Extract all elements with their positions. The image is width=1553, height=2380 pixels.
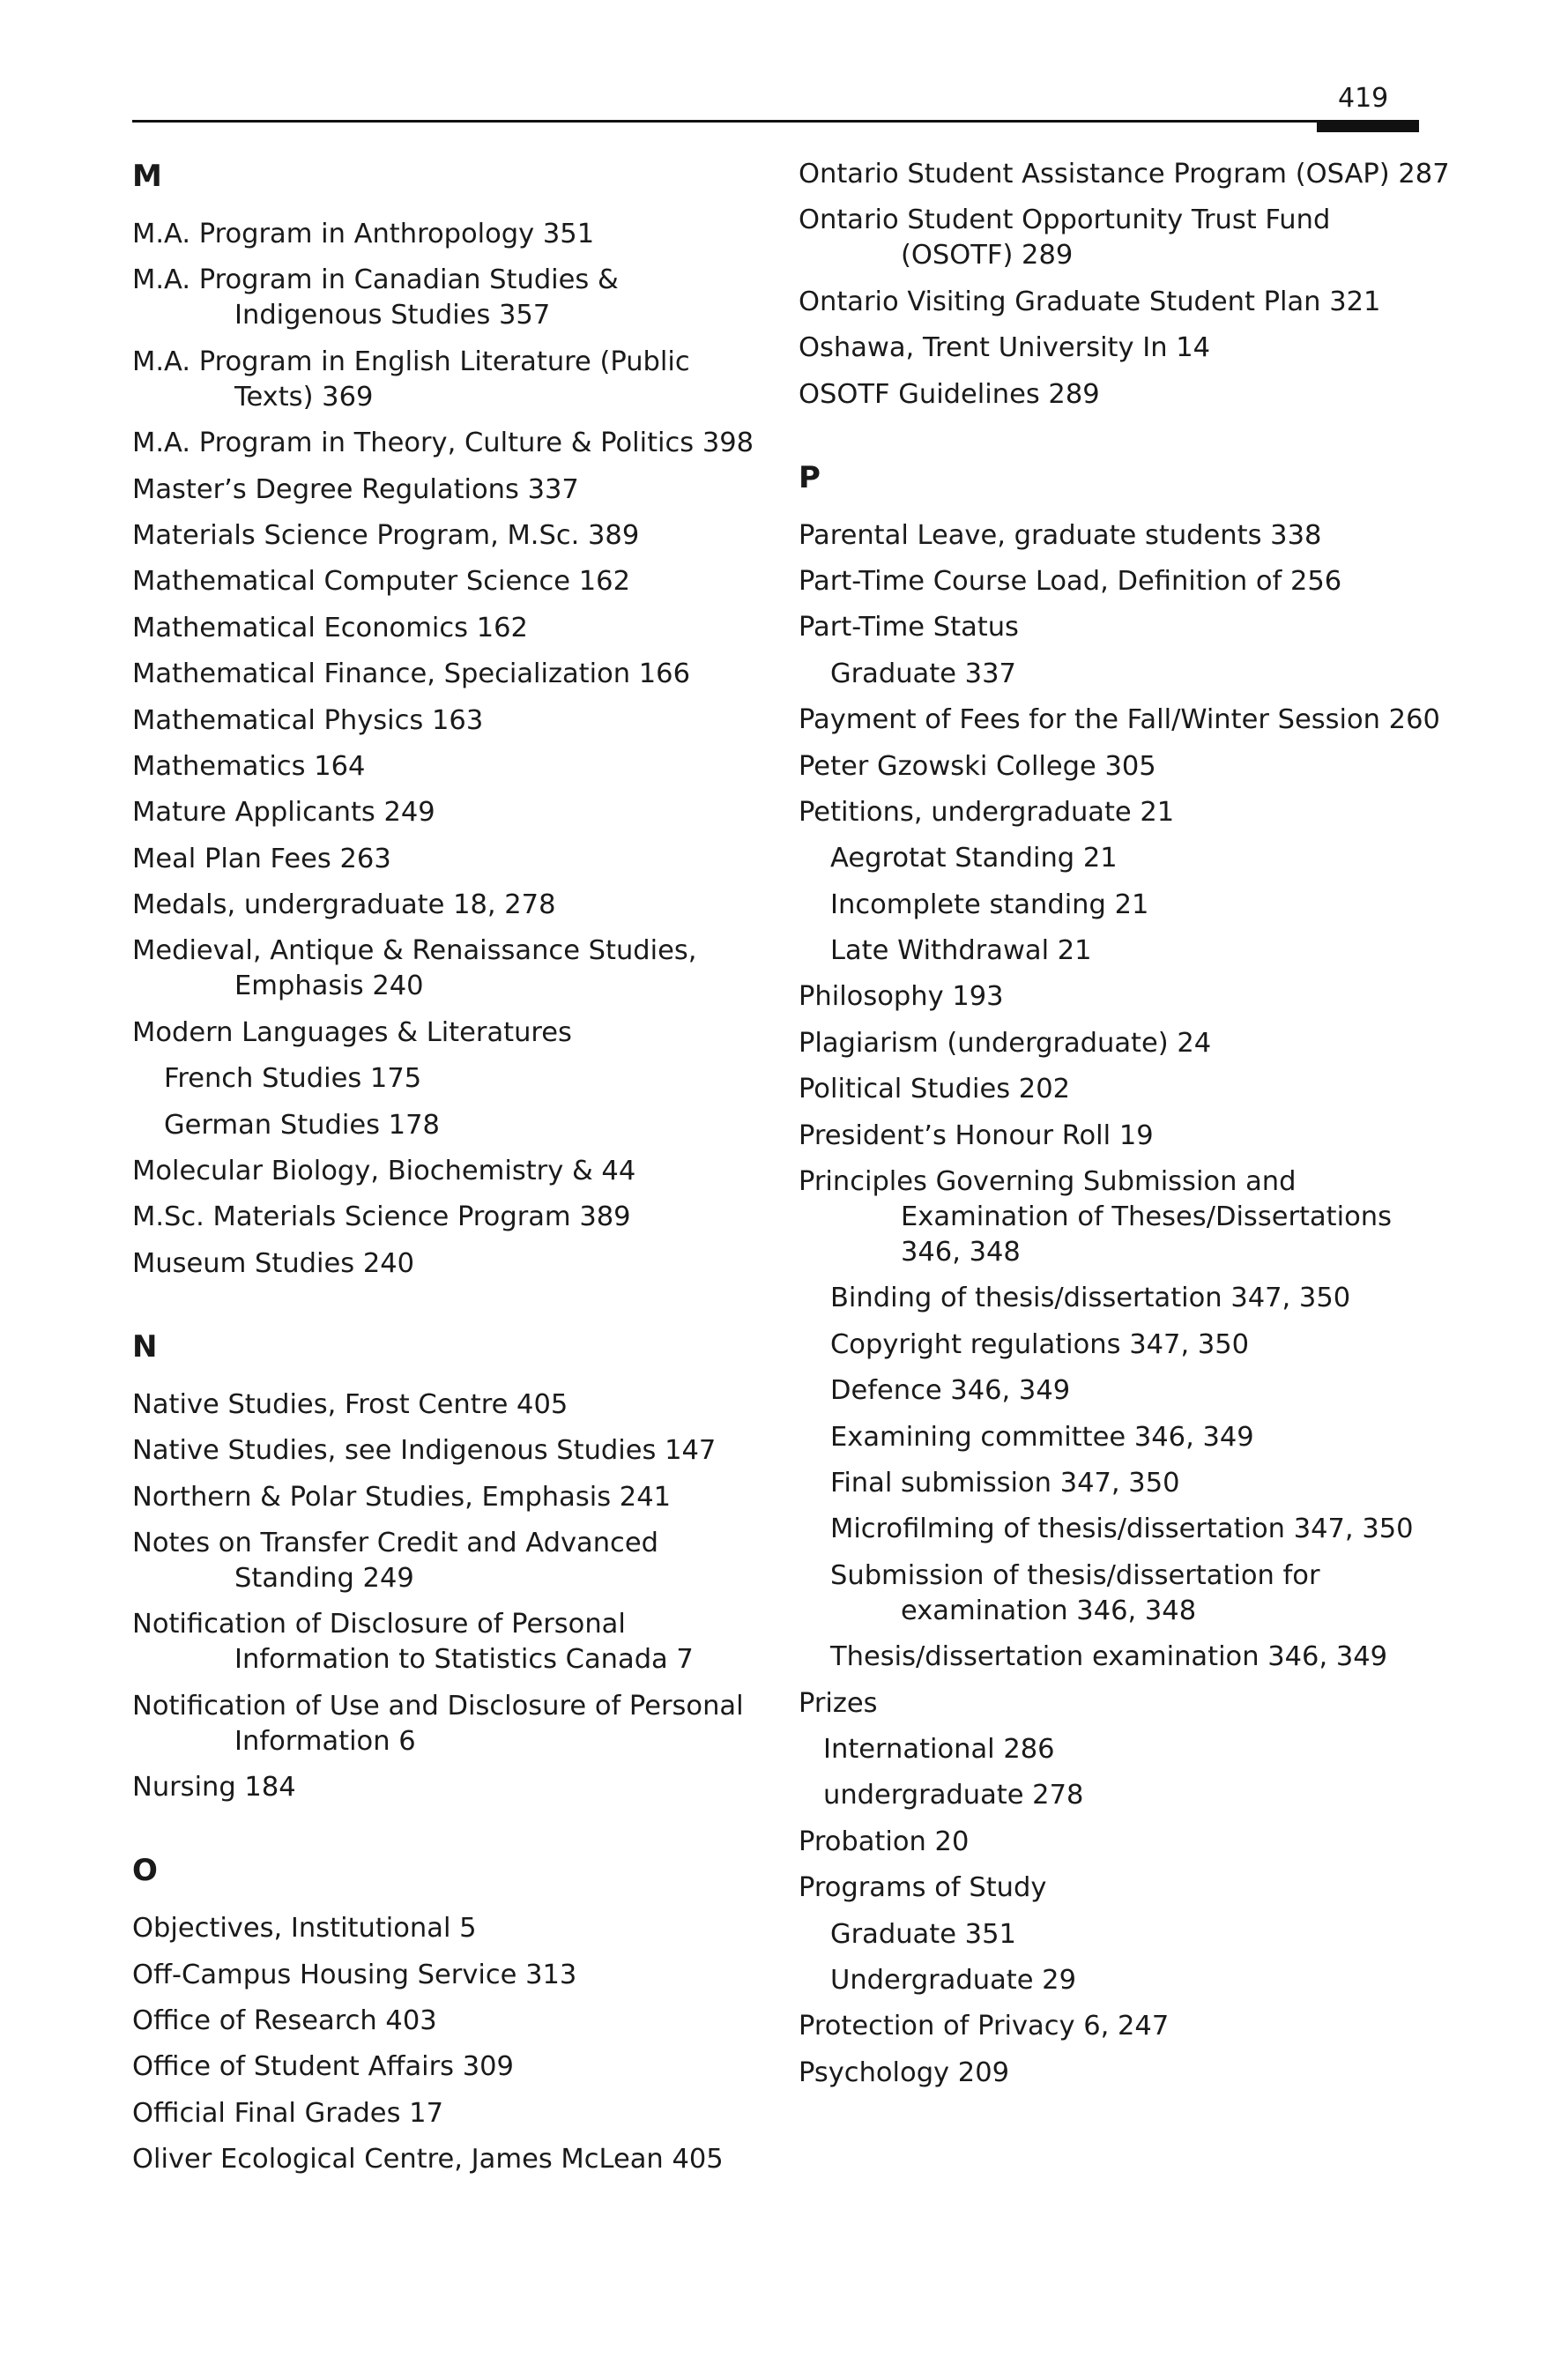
index-entry: Protection of Privacy 6, 247: [799, 2011, 1170, 2042]
index-subentry: Aegrotat Standing 21: [830, 843, 1118, 874]
page-number: 419: [1338, 83, 1389, 114]
index-entry: M.Sc. Materials Science Program 389: [132, 1201, 631, 1233]
index-subentry: Final submission 347, 350: [830, 1467, 1180, 1499]
header-rule: [132, 120, 1419, 123]
index-entry: Native Studies, see Indigenous Studies 147: [132, 1435, 717, 1467]
index-entry: Part-Time Course Load, Definition of 256: [799, 565, 1342, 597]
index-entry: Notification of Use and Disclosure of Personal Information 6: [132, 1690, 744, 1757]
index-entry: Official Final Grades 17: [132, 2097, 443, 2129]
index-entry: Mathematics 164: [132, 750, 366, 782]
index-entry: Philosophy 193: [799, 981, 1004, 1013]
index-entry: President’s Honour Roll 19: [799, 1119, 1154, 1151]
index-entry: Oshawa, Trent University In 14: [799, 332, 1211, 364]
index-entry: Psychology 209: [799, 2056, 1010, 2088]
index-entry: Prizes: [799, 1687, 878, 1719]
index-entry: OSOTF Guidelines 289: [799, 378, 1100, 410]
index-entry: Modern Languages & Literatures: [132, 1016, 572, 1048]
index-subentry: Submission of thesis/dissertation for examination 346, 348: [830, 1559, 1320, 1626]
section-letter-p: P: [799, 459, 821, 495]
index-subentry: Graduate 351: [830, 1918, 1016, 1950]
section-letter-o: O: [132, 1853, 158, 1889]
index-entry: Nursing 184: [132, 1772, 296, 1804]
index-entry: Molecular Biology, Biochemistry & 44: [132, 1156, 636, 1187]
index-entry: Mathematical Finance, Specialization 166: [132, 658, 690, 690]
index-subentry: Undergraduate 29: [830, 1964, 1076, 1996]
index-entry: Museum Studies 240: [132, 1247, 415, 1279]
index-entry: Medieval, Antique & Renaissance Studies, Emphasis 240: [132, 935, 697, 1002]
index-entry: Probation 20: [799, 1826, 970, 1857]
index-entry: Medals, undergraduate 18, 278: [132, 889, 556, 921]
index-subentry: undergraduate 278: [823, 1780, 1084, 1811]
index-subentry: French Studies 175: [164, 1063, 422, 1095]
index-entry: Mathematical Economics 162: [132, 612, 528, 643]
index-entry: Objectives, Institutional 5: [132, 1913, 477, 1945]
index-entry: Oliver Ecological Centre, James McLean 405: [132, 2144, 724, 2175]
index-entry: M.A. Program in English Literature (Public Texts) 369: [132, 346, 690, 413]
section-letter-m: M: [132, 159, 162, 194]
index-subentry: International 286: [823, 1733, 1055, 1765]
index-entry: Notes on Transfer Credit and Advanced Standing 249: [132, 1527, 658, 1594]
index-entry: Parental Leave, graduate students 338: [799, 519, 1322, 551]
index-entry: Payment of Fees for the Fall/Winter Session 260: [799, 704, 1440, 736]
index-entry: Native Studies, Frost Centre 405: [132, 1388, 568, 1420]
index-entry: Ontario Visiting Graduate Student Plan 321: [799, 286, 1381, 317]
index-entry: Political Studies 202: [799, 1074, 1071, 1105]
index-subentry: Examining committee 346, 349: [830, 1421, 1254, 1453]
index-subentry: Thesis/dissertation examination 346, 349: [830, 1641, 1388, 1673]
index-subentry: Microfilming of thesis/dissertation 347, 350: [830, 1514, 1414, 1545]
index-entry: Office of Research 403: [132, 2004, 437, 2036]
index-entry: Mathematical Computer Science 162: [132, 566, 630, 598]
index-entry: Petitions, undergraduate 21: [799, 796, 1175, 828]
index-entry: Meal Plan Fees 263: [132, 843, 391, 874]
index-entry: Principles Governing Submission and Examination of Theses/Dissertations 346, 348: [799, 1166, 1392, 1268]
index-entry: Office of Student Affairs 309: [132, 2051, 514, 2083]
index-entry: Ontario Student Assistance Program (OSAP) 287: [799, 159, 1450, 190]
index-subentry: Copyright regulations 347, 350: [830, 1328, 1250, 1360]
index-entry: Off-Campus Housing Service 313: [132, 1959, 577, 1990]
index-entry: Ontario Student Opportunity Trust Fund (OSOTF) 289: [799, 205, 1331, 271]
index-entry: Northern & Polar Studies, Emphasis 241: [132, 1481, 671, 1513]
index-entry: Notification of Disclosure of Personal Information to Statistics Canada 7: [132, 1609, 694, 1676]
index-entry: Programs of Study: [799, 1872, 1047, 1904]
section-letter-n: N: [132, 1328, 158, 1365]
index-subentry: Graduate 337: [830, 658, 1016, 689]
index-entry: M.A. Program in Theory, Culture & Politics 398: [132, 428, 754, 459]
index-entry: Mature Applicants 249: [132, 797, 435, 829]
index-subentry: Incomplete standing 21: [830, 889, 1149, 920]
index-entry: Plagiarism (undergraduate) 24: [799, 1027, 1212, 1059]
index-subentry: Late Withdrawal 21: [830, 935, 1092, 967]
index-entry: Peter Gzowski College 305: [799, 750, 1156, 782]
index-column-left: [132, 157, 767, 2189]
index-subentry: Binding of thesis/dissertation 347, 350: [830, 1283, 1351, 1314]
index-entry: M.A. Program in Anthropology 351: [132, 219, 595, 249]
index-entry: Master’s Degree Regulations 337: [132, 473, 579, 505]
index-entry: Mathematical Physics 163: [132, 704, 484, 736]
index-entry: Part-Time Status: [799, 612, 1019, 643]
index-entry: Materials Science Program, M.Sc. 389: [132, 519, 640, 551]
index-subentry: German Studies 178: [164, 1109, 440, 1141]
header-tab: [1317, 120, 1419, 132]
index-subentry: Defence 346, 349: [830, 1375, 1071, 1407]
index-entry: M.A. Program in Canadian Studies & Indigenous Studies 357: [132, 264, 619, 331]
index-column-right: [799, 157, 1450, 2101]
